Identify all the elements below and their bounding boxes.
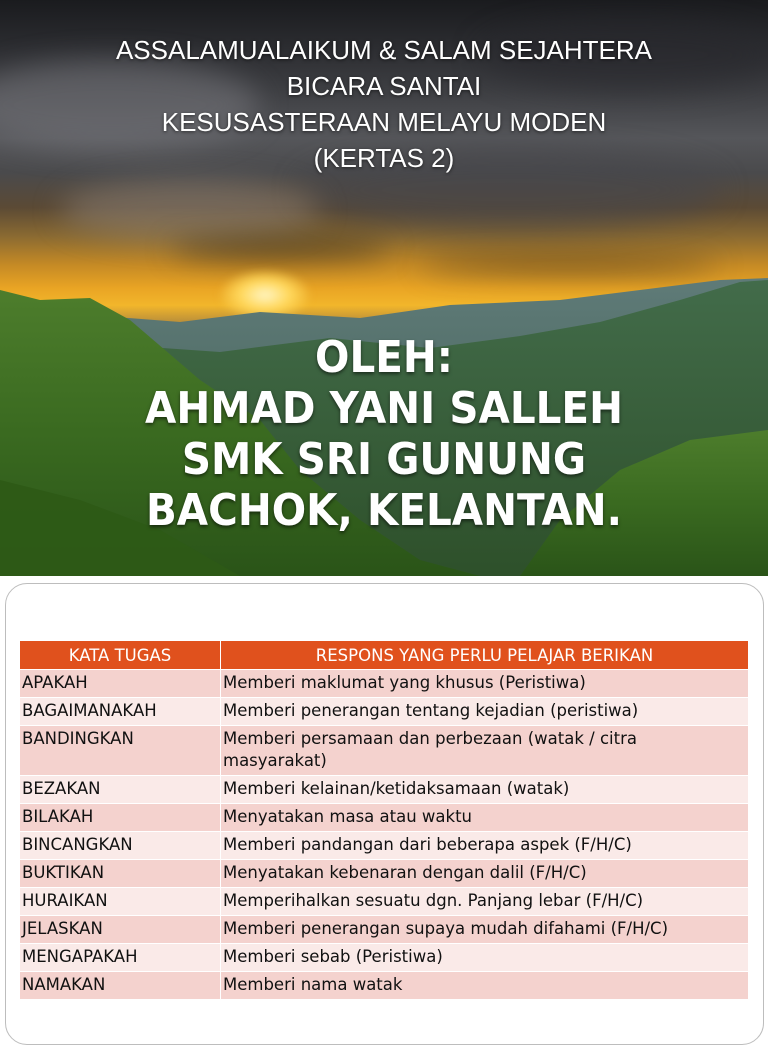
kata-tugas-cell: BINCANGKAN [20, 832, 221, 860]
respons-cell: Memberi kelainan/ketidaksamaan (watak) [221, 776, 749, 804]
respons-cell: Memberi maklumat yang khusus (Peristiwa) [221, 670, 749, 698]
table-row [20, 698, 749, 726]
table-row [20, 726, 749, 776]
kata-tugas-cell: BEZAKAN [20, 776, 221, 804]
kata-tugas-table [19, 640, 749, 1000]
title-line-3: KESUSASTERAAN MELAYU MODEN [161, 107, 607, 137]
table-row [20, 776, 749, 804]
header-respons: RESPONS YANG PERLU PELAJAR BERIKAN [221, 641, 749, 670]
kata-tugas-cell: JELASKAN [20, 916, 221, 944]
author-line-1: OLEH: [315, 332, 453, 383]
respons-cell: Menyatakan kebenaran dengan dalil (F/H/C) [221, 860, 749, 888]
kata-tugas-cell: APAKAH [20, 670, 221, 698]
kata-tugas-cell: BUKTIKAN [20, 860, 221, 888]
greeting-title [0, 32, 768, 176]
respons-cell: Memberi penerangan supaya mudah difahami (F/H/C) [221, 916, 749, 944]
respons-cell: Memberi penerangan tentang kejadian (peristiwa) [221, 698, 749, 726]
kata-tugas-cell: BANDINGKAN [20, 726, 221, 776]
title-line-1: ASSALAMUALAIKUM & SALAM SEJAHTERA [115, 35, 653, 65]
respons-cell: Memberi pandangan dari beberapa aspek (F/H/C) [221, 832, 749, 860]
respons-cell: Memperihalkan sesuatu dgn. Panjang lebar (F/H/C) [221, 888, 749, 916]
title-line-4: (KERTAS 2) [313, 143, 455, 173]
table-row [20, 670, 749, 698]
kata-tugas-cell: BILAKAH [20, 804, 221, 832]
respons-cell: Memberi nama watak [221, 972, 749, 1000]
table-row [20, 944, 749, 972]
author-block [31, 332, 738, 536]
table-row [20, 804, 749, 832]
table-row [20, 860, 749, 888]
table-header-row [20, 641, 749, 670]
author-line-4: BACHOK, KELANTAN. [145, 485, 623, 536]
respons-cell: Menyatakan masa atau waktu [221, 804, 749, 832]
kata-tugas-cell: BAGAIMANAKAH [20, 698, 221, 726]
respons-cell: Memberi sebab (Peristiwa) [221, 944, 749, 972]
author-line-3: SMK SRI GUNUNG [181, 434, 587, 485]
table-row [20, 972, 749, 1000]
table-row [20, 916, 749, 944]
kata-tugas-cell: NAMAKAN [20, 972, 221, 1000]
respons-cell: Memberi persamaan dan perbezaan (watak / citra masyarakat) [221, 726, 749, 776]
author-line-2: AHMAD YANI SALLEH [145, 383, 623, 434]
table-row [20, 888, 749, 916]
title-line-2: BICARA SANTAI [286, 71, 482, 101]
header-kata-tugas: KATA TUGAS [20, 641, 221, 670]
kata-tugas-cell: MENGAPAKAH [20, 944, 221, 972]
table-row [20, 832, 749, 860]
kata-tugas-cell: HURAIKAN [20, 888, 221, 916]
